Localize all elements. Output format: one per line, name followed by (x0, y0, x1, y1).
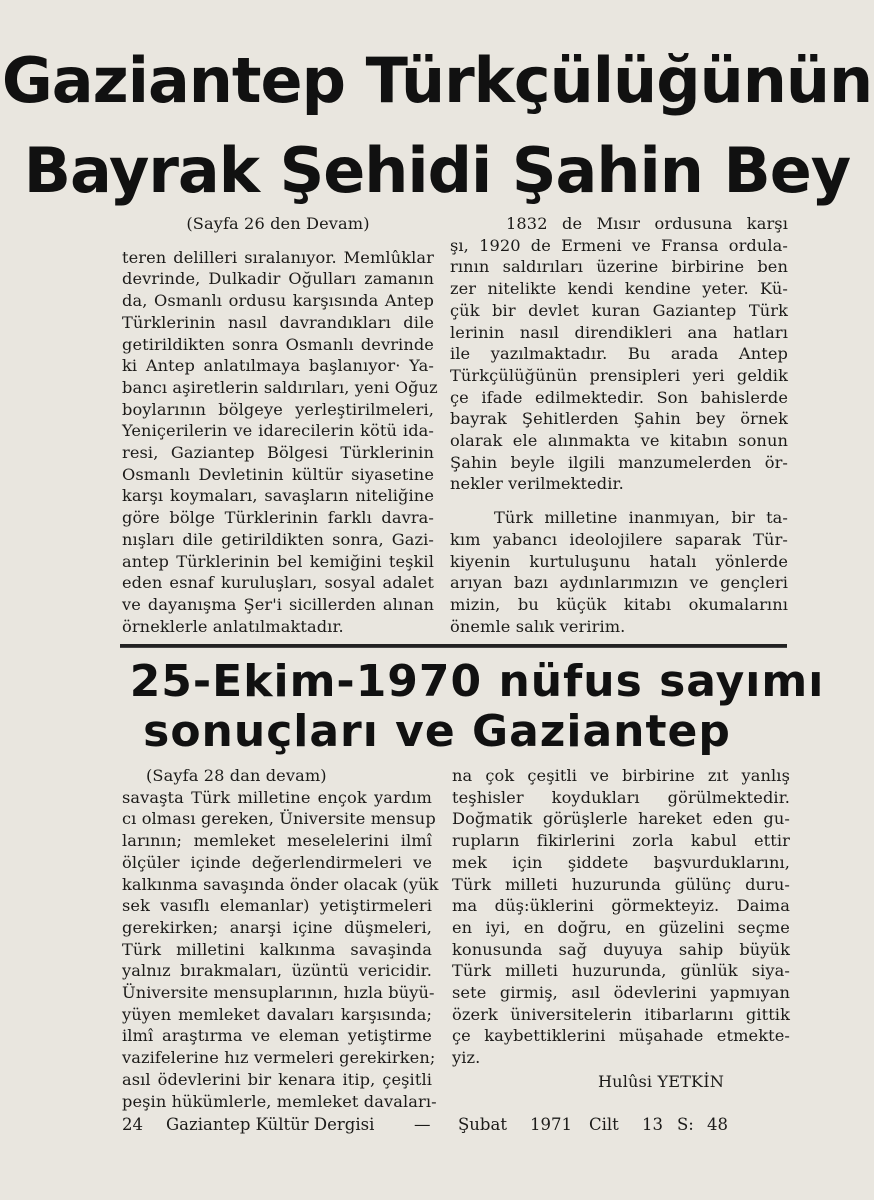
text-line: ölçüler içinde değerlendirmeleri ve (122, 852, 432, 872)
text-line: Şahin beyle ilgili manzumelerden ör- (450, 452, 788, 472)
text-line: çe ifade edilmektedir. Son bahislerde (450, 387, 788, 407)
text-line: yiz. (452, 1048, 481, 1068)
text-line: cı olması gereken, Üniversite mensup (122, 809, 436, 829)
text-line: ma düş:üklerini görmekteyiz. Daima (452, 896, 790, 916)
text-line: şı, 1920 de Ermeni ve Fransa ordula- (450, 235, 788, 255)
page-number: 24 (122, 1115, 143, 1134)
text-line: nekler verilmektedir. (450, 474, 624, 494)
article1-title-line1: Gaziantep Türkçülüğünün (1, 44, 873, 117)
text-line: Türk milletini kalkınma savaşinda (122, 939, 432, 959)
continuation-note: (Sayfa 26 den Devam) (186, 214, 370, 233)
article1-left-column (122, 213, 438, 637)
text-line: Yeniçerilerin ve idarecilerin kötü ida- (122, 421, 434, 441)
text-line: kiyenin kurtuluşunu hatalı yönlerde (450, 551, 788, 571)
author-signature: Hulûsi YETKİN (597, 1071, 724, 1091)
text-line: konusunda sağ duyuya sahip büyük (452, 939, 790, 959)
text-line: ile yazılmaktadır. Bu arada Antep (450, 344, 788, 364)
text-line: yalnız bırakmaları, üzüntü vericidir. (122, 961, 432, 981)
text-line: Osmanlı Devletinin kültür siyasetine (122, 464, 434, 484)
text-line: resi, Gaziantep Bölgesi Türklerinin (122, 443, 434, 463)
text-line: peşin hükümlerle, memleket davaları- (122, 1091, 437, 1111)
text-line: rupların fikirlerini zorla kabul ettir (452, 831, 790, 851)
article2-title-line2: sonuçları ve Gaziantep (143, 706, 731, 757)
text-line: teren delilleri sıralanıyor. Memlûklar (122, 247, 434, 267)
article1-title-line2: Bayrak Şehidi Şahin Bey (23, 134, 851, 207)
text-line: arıyan bazı aydınlarımızın ve gençleri (450, 573, 788, 593)
text-line: vazifelerine hız vermeleri gerekirken; (122, 1048, 436, 1068)
text-line: mek için şiddete başvurduklarını, (452, 852, 790, 872)
text-line: ve dayanışma Şer'i sicillerden alınan (122, 594, 434, 614)
text-line: Türk milleti huzurunda gülünç duru- (452, 874, 790, 894)
text-line: getirildikten sonra Osmanlı devrinde (122, 334, 434, 354)
text-line: Türklerinin nasıl davrandıkları dile (122, 312, 434, 332)
text-line: eden esnaf kuruluşları, sosyal adalet (122, 573, 434, 593)
text-line: kalkınma savaşında önder olacak (yük (122, 874, 439, 894)
text-line: karşı koymaları, savaşların niteliğine (122, 486, 434, 506)
text-line: bancı aşiretlerin saldırıları, yeni Oğuz (122, 377, 438, 397)
text-line: ilmî araştırma ve eleman yetiştirme (122, 1026, 432, 1046)
continuation-note: (Sayfa 28 dan devam) (146, 766, 327, 785)
text-line: boylarının bölgeye yerleştirilmeleri, (122, 399, 434, 419)
text-line: zer nitelikte kendi kendine yeter. Kü- (450, 279, 788, 299)
issue-number: 48 (707, 1115, 728, 1134)
issue-year: 1971 (530, 1115, 572, 1134)
issue-label: S: (677, 1115, 694, 1134)
text-line: örneklerle anlatılmaktadır. (122, 616, 344, 636)
text-line: savaşta Türk milletine ençok yardım (122, 787, 432, 807)
text-line: yüyen memleket davaları karşısında; (122, 1004, 432, 1024)
text-line: sek vasıflı elemanlar) yetiştirmeleri (122, 896, 432, 916)
text-line: da, Osmanlı ordusu karşısında Antep (122, 291, 434, 311)
article2-title-line1: 25-Ekim-1970 nüfus sayımı (129, 656, 825, 707)
footer-dash: — (414, 1115, 431, 1134)
text-line: önemle salık veririm. (450, 616, 626, 636)
text-line: na çok çeşitli ve birbirine zıt yanlış (452, 766, 790, 785)
text-line: Doğmatik görüşlerle hareket eden gu- (452, 809, 790, 829)
text-line: larının; memleket meselelerini ilmî (122, 831, 432, 851)
text-line: çe kaybettiklerini müşahade etmekte- (452, 1026, 790, 1046)
article2-right-column (452, 765, 790, 1093)
volume-number: 13 (642, 1115, 663, 1134)
text-line: bayrak Şehitlerden Şahin bey örnek (450, 409, 788, 429)
section-divider (120, 644, 787, 648)
text-line: mizin, bu küçük kitabı okumalarını (450, 594, 788, 614)
text-line: teşhisler koydukları görülmektedir. (452, 787, 790, 807)
text-line: lerinin nasıl direndikleri ana hatları (450, 322, 788, 342)
journal-name: Gaziantep Kültür Dergisi (166, 1115, 375, 1134)
text-line: gerekirken; anarşi içine düşmeleri, (122, 917, 432, 937)
text-line: antep Türklerinin bel kemiğini teşkil (122, 551, 434, 571)
article2-left-column (122, 765, 439, 1112)
volume-label: Cilt (589, 1115, 619, 1134)
text-line: en iyi, en doğru, en güzelini seçme (452, 917, 790, 937)
text-line: Üniversite mensuplarının, hızla büyü- (122, 983, 435, 1003)
issue-month: Şubat (458, 1115, 507, 1134)
text-line: asıl ödevlerini bir kenara itip, çeşitli (122, 1069, 432, 1089)
text-line: 1832 de Mısır ordusuna karşı (506, 214, 788, 233)
text-line: devrinde, Dulkadir Oğulları zamanın (122, 269, 434, 289)
text-line: sete girmiş, asıl ödevlerini yapmıyan (452, 983, 790, 1003)
text-line: nışları dile getirildikten sonra, Gazi- (122, 529, 434, 549)
text-line: rının saldırıları üzerine birbirine ben (450, 257, 788, 277)
text-line: Türk milleti huzurunda, günlük siya- (452, 961, 790, 981)
text-line: olarak ele alınmakta ve kitabın sonun (450, 431, 788, 451)
text-line: göre bölge Türklerinin farklı davra- (122, 508, 434, 528)
text-line: özerk üniversitelerin itibarlarını gittik (452, 1004, 790, 1024)
text-line: çük bir devlet kuran Gaziantep Türk (450, 300, 788, 320)
text-line: ki Antep anlatılmaya başlanıyor· Ya- (122, 356, 434, 376)
text-line: kım yabancı ideolojilere saparak Tür- (450, 529, 788, 549)
text-line: Türkçülüğünün prensipleri yeri geldik (450, 365, 788, 385)
text-line: Türk milletine inanmıyan, bir ta- (494, 508, 788, 528)
article1-right-column (450, 213, 788, 637)
